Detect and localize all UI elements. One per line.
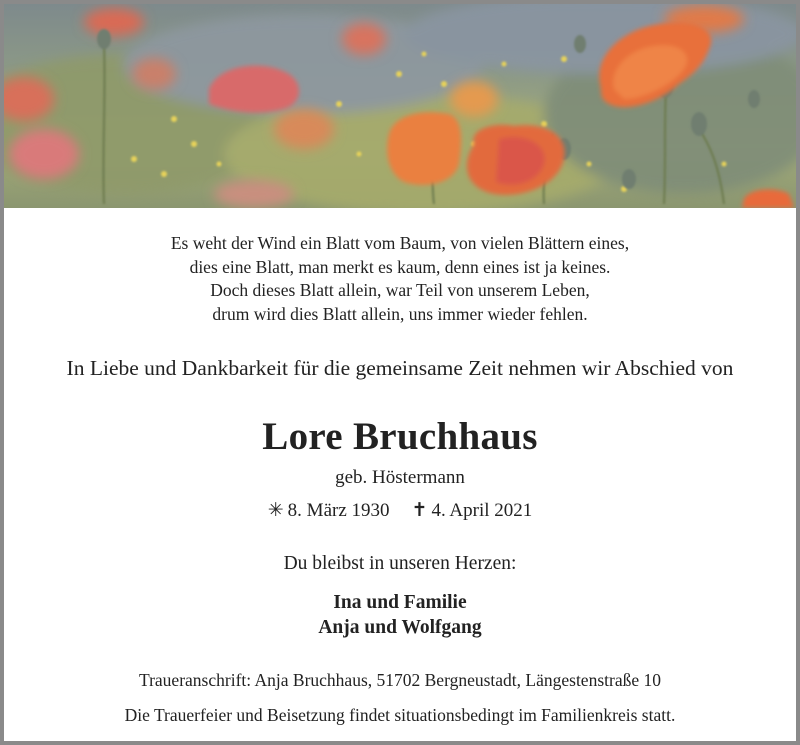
- remembrance-line: Du bleibst in unseren Herzen:: [283, 553, 517, 574]
- death-date: 4. April 2021: [431, 500, 533, 521]
- poem-line: dies eine Blatt, man merkt es kaum, denn eines ist ja keines.: [189, 256, 611, 277]
- obituary-card: [4, 4, 796, 741]
- poem-line: Es weht der Wind ein Blatt vom Baum, von vielen Blättern eines,: [170, 233, 630, 253]
- mourners-list: [4, 590, 796, 640]
- life-dates: [4, 499, 796, 523]
- farewell-intro: In Liebe und Dankbarkeit für die gemeinsame Zeit nehmen wir Abschied von: [66, 356, 734, 380]
- death-cross-icon: ✝: [411, 500, 428, 521]
- deceased-name: Lore Bruchhaus: [262, 415, 538, 458]
- mourner-name: Anja und Wolfgang: [318, 617, 482, 638]
- birth-star-icon: ✳: [267, 500, 284, 521]
- poppy-field-photo: [4, 4, 796, 208]
- poem: [4, 232, 796, 326]
- service-note: Die Trauerfeier und Beisetzung findet situationsbedingt im Familienkreis statt.: [124, 705, 676, 725]
- birth-date: 8. März 1930: [287, 500, 390, 521]
- birth-name: geb. Höstermann: [335, 467, 465, 488]
- poem-line: Doch dieses Blatt allein, war Teil von unserem Leben,: [210, 280, 590, 300]
- mourning-address: Traueranschrift: Anja Bruchhaus, 51702 Bergneustadt, Längestenstraße 10: [139, 670, 661, 690]
- mourner-name: Ina und Familie: [333, 592, 467, 613]
- poppy-field-illustration: [4, 4, 796, 208]
- poem-line: drum wird dies Blatt allein, uns immer wieder fehlen.: [212, 303, 588, 324]
